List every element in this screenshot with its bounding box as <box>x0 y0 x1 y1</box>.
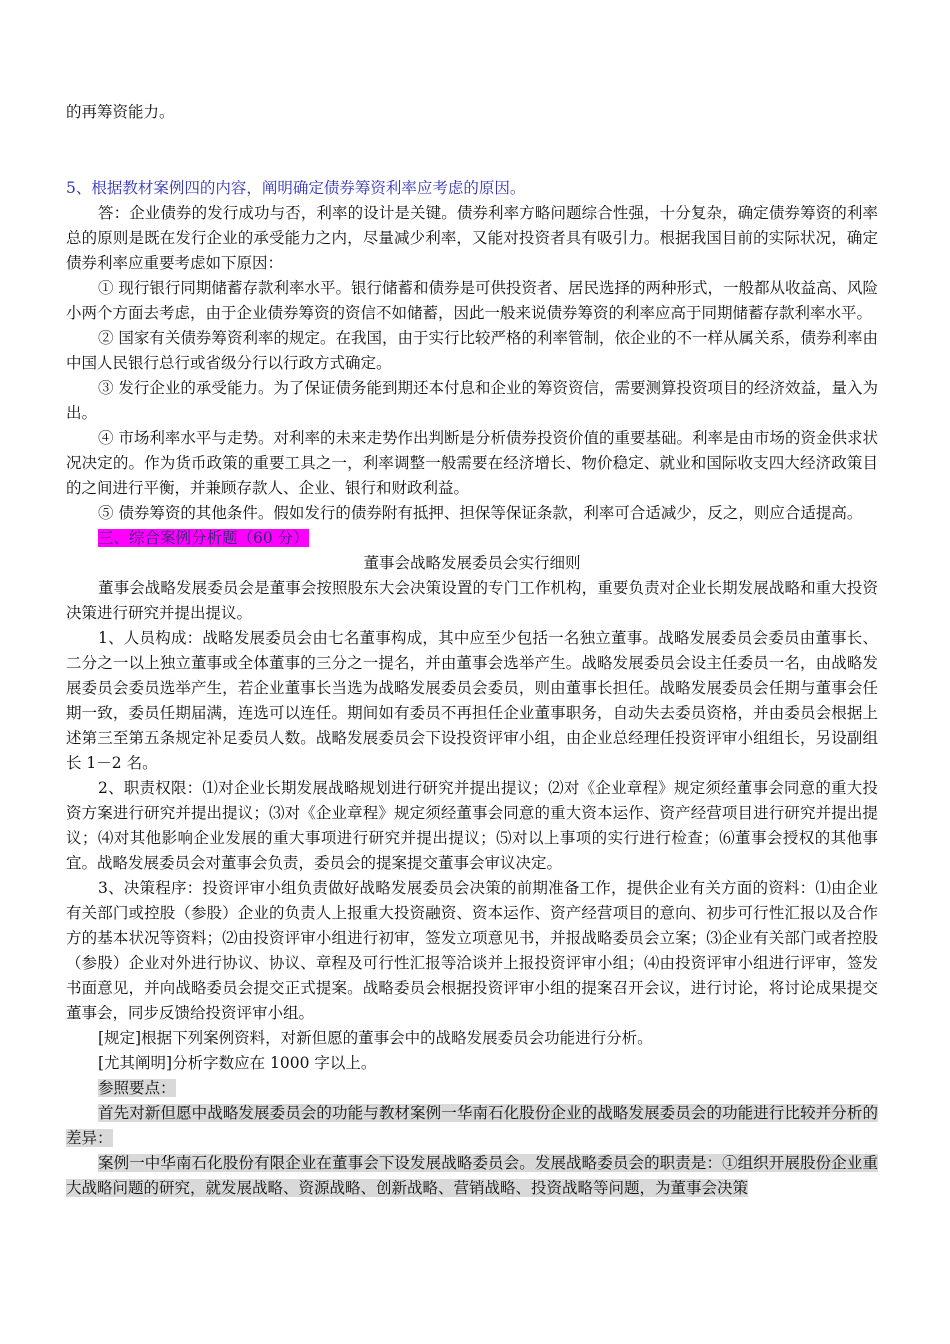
section-heading-3: 三、综合案例分析题（60 分） <box>98 529 309 547</box>
item-2-duties: 2、职责权限：⑴对企业长期发展战略规划进行研究并提出提议；⑵对《企业章程》规定须经董事会同意的重大投资方案进行研究并提出提议；⑶对《企业章程》规定须经董事会同意的重大资本运作、资产经营项目进行研究并提出提议；⑷对其他影响企业发展的重大事项进行研究并提出提议；⑸对以上事项的实行进行检查；⑹董事会授权的其他事宜。战略发展委员会对董事会负责，委员会的提案提交董事会审议决定。 <box>66 779 878 872</box>
paragraph-tail: 的再筹资能力。 <box>66 103 175 121</box>
item-3-procedure: 3、决策程序：投资评审小组负责做好战略发展委员会决策的前期准备工作，提供企业有关方面的资料：⑴由企业有关部门或控股（参股）企业的负责人上报重大投资融资、资本运作、资产经营项目的意向、初步可行性汇报以及合作方的基本状况等资料；⑵由投资评审小组进行初审，签发立项意见书，并报战略委员会立案；⑶企业有关部门或者控股（参股）企业对外进行协议、协议、章程及可行性汇报等洽谈并上报投资评审小组；⑷由投资评审小组进行评审，签发书面意见，并向战略委员会提交正式提案。战略委员会根据投资评审小组的提案召开会议，进行讨论，将讨论成果提交董事会，同步反馈给投资评审小组。 <box>66 879 878 1022</box>
intro-paragraph: 董事会战略发展委员会是董事会按照股东大会决策设置的专门工作机构，重要负责对企业长期发展战略和重大投资决策进行研究并提出提议。 <box>66 579 878 622</box>
document-title: 董事会战略发展委员会实行细则 <box>363 554 581 572</box>
reference-paragraph-2: 案例一中华南石化股份有限企业在董事会下设发展战略委员会。发展战略委员会的职责是：①组织开展股份企业重大战略问题的研究，就发展战略、资源战略、创新战略、营销战略、投资战略等问题，为董事会决策 <box>66 1154 878 1197</box>
answer-point-1: ① 现行银行同期储蓄存款利率水平。银行储蓄和债券是可供投资者、居民选择的两种形式，一般都从收益高、风险小两个方面去考虑，由于企业债券筹资的资信不如储蓄，因此一般来说债券筹资的利率应高于同期储蓄存款利率水平。 <box>66 279 878 322</box>
answer-point-4: ④ 市场利率水平与走势。对利率的未来走势作出判断是分析债券投资价值的重要基础。利率是由市场的资金供求状况决定的。作为货币政策的重要工具之一，利率调整一般需要在经济增长、物价稳定、就业和国际收支四大经济政策目的之间进行平衡，并兼顾存款人、企业、银行和财政利益。 <box>66 429 878 497</box>
answer-point-3: ③ 发行企业的承受能力。为了保证债务能到期还本付息和企业的筹资资信，需要测算投资项目的经济效益，量入为出。 <box>66 379 878 422</box>
answer-point-5: ⑤ 债券筹资的其他条件。假如发行的债券附有抵押、担保等保证条款，利率可合适减少，反之，则应合适提高。 <box>98 504 863 522</box>
special-note: [尤其阐明]分析字数应在 1000 字以上。 <box>98 1054 377 1072</box>
reference-heading: 参照要点： <box>98 1079 176 1097</box>
answer-point-2: ② 国家有关债券筹资利率的规定。在我国，由于实行比较严格的利率管制，依企业的不一样从属关系，债券利率由中国人民银行总行或省级分行以行政方式确定。 <box>66 329 878 372</box>
item-1-membership: 1、人员构成：战略发展委员会由七名董事构成，其中应至少包括一名独立董事。战略发展委员会委员由董事长、二分之一以上独立董事或全体董事的三分之一提名，并由董事会选举产生。战略发展委员会设主任委员一名，由战略发展委员会委员选举产生，若企业董事长当选为战略发展委员会委员，则由董事长担任。战略发展委员会任期与董事会任期一致，委员任期届满，连选可以连任。期间如有委员不再担任企业董事职务，自动失去委员资格，并由委员会根据上述第三至第五条规定补足委员人数。战略发展委员会下设投资评审小组，由企业总经理任投资评审小组组长，另设副组长 1－2 名。 <box>66 629 878 772</box>
answer-intro: 答：企业债券的发行成功与否，利率的设计是关键。债券利率方略问题综合性强，十分复杂，确定债券筹资的利率总的原则是既在发行企业的承受能力之内，尽量减少利率，又能对投资者具有吸引力。根据我国目前的实际状况，确定债券利率应重要考虑如下原因： <box>66 204 878 272</box>
question-5: 5、根据教材案例四的内容，阐明确定债券筹资利率应考虑的原因。 <box>66 179 526 197</box>
reference-paragraph-1: 首先对新但愿中战略发展委员会的功能与教材案例一华南石化股份企业的战略发展委员会的功能进行比较并分析的差异： <box>66 1104 878 1147</box>
requirement-line: [规定]根据下列案例资料，对新但愿的董事会中的战略发展委员会功能进行分析。 <box>98 1029 653 1047</box>
